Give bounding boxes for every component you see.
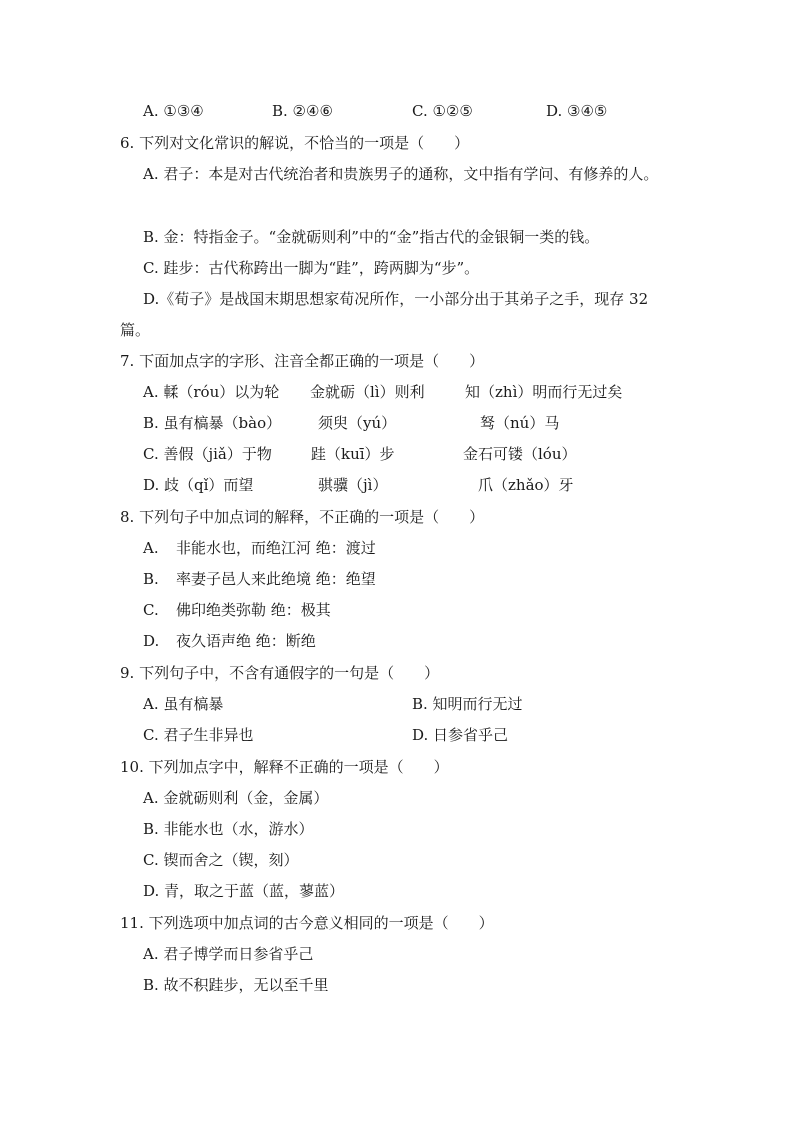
q8-d-letter: D. [143, 632, 160, 650]
q7-c-part1: C. 善假（jiǎ）于物 [143, 445, 272, 463]
q7-b-part1: B. 虽有槁暴（bào） [143, 414, 282, 432]
q7-d-part1: D. 歧（qǐ）而望 [143, 476, 254, 494]
q8-b-letter: B. [143, 570, 159, 588]
q10-stem: 10. 下列加点字中，解释不正确的一项是（ ） [120, 758, 449, 776]
q7-option-d [143, 475, 683, 495]
q6-option-d-line1: D.《荀子》是战国末期思想家荀况所作，一小部分出于其弟子之手，现存 32 [143, 290, 649, 308]
q8-option-a [143, 538, 543, 558]
q7-a-part3: 知（zhì）明而行无过矣 [465, 383, 623, 401]
q6-option-b: B. 金：特指金子。“金就砺则利”中的“金”指古代的金银铜一类的钱。 [143, 228, 600, 246]
q7-a-part1: A. 輮（róu）以为轮 [143, 383, 280, 401]
q8-c-text: 佛印绝类弥勒 绝：极其 [176, 601, 331, 619]
q10-option-b: B. 非能水也（水，游水） [143, 820, 314, 838]
q8-a-letter: A. [143, 539, 159, 557]
q5-option-b: B. ②④⑥ [272, 102, 333, 120]
q7-d-part2: 骐骥（jì） [318, 476, 388, 494]
q10-option-d: D. 青，取之于蓝（蓝，蓼蓝） [143, 882, 345, 900]
q6-option-d-line2: 篇。 [120, 321, 151, 339]
q5-option-d: D. ③④⑤ [546, 102, 608, 120]
q11-option-a: A. 君子博学而日参省乎己 [143, 945, 314, 963]
q7-d-part3: 爪（zhǎo）牙 [478, 476, 574, 494]
q7-stem: 7. 下面加点字的字形、注音全都正确的一项是（ ） [120, 352, 485, 370]
q8-a-text: 非能水也，而绝江河 绝：渡过 [176, 539, 376, 557]
q7-option-b [143, 413, 683, 433]
q9-option-d: D. 日参省乎己 [412, 726, 509, 744]
q6-option-c: C. 跬步：古代称跨出一脚为“跬”，跨两脚为“步”。 [143, 259, 480, 277]
q9-option-b: B. 知明而行无过 [412, 695, 523, 713]
q7-a-part2: 金就砺（lì）则利 [310, 383, 425, 401]
q7-b-part2: 须臾（yú） [318, 414, 397, 432]
q9-stem: 9. 下列句子中，不含有通假字的一句是（ ） [120, 664, 440, 682]
q8-c-letter: C. [143, 601, 159, 619]
q7-c-part3: 金石可镂（lóu） [463, 445, 577, 463]
q8-b-text: 率妻子邑人来此绝境 绝：绝望 [176, 570, 376, 588]
q10-option-a: A. 金就砺则利（金，金属） [143, 789, 329, 807]
q6-option-a: A. 君子：本是对古代统治者和贵族男子的通称，文中指有学问、有修养的人。 [143, 165, 659, 183]
q10-option-c: C. 锲而舍之（锲，刻） [143, 851, 299, 869]
q7-option-c [143, 444, 683, 464]
q8-stem: 8. 下列句子中加点词的解释，不正确的一项是（ ） [120, 508, 485, 526]
q5-option-a: A. ①③④ [143, 102, 204, 120]
q9-option-c: C. 君子生非异也 [143, 726, 254, 744]
q8-option-b [143, 569, 543, 589]
q7-b-part3: 驽（nú）马 [480, 414, 560, 432]
q8-option-d [143, 631, 543, 651]
q9-option-a: A. 虽有槁暴 [143, 695, 224, 713]
q7-option-a [143, 382, 683, 402]
q7-c-part2: 跬（kuī）步 [311, 445, 395, 463]
q5-option-c: C. ①②⑤ [412, 102, 473, 120]
q6-stem: 6. 下列对文化常识的解说，不恰当的一项是（ ） [120, 134, 470, 152]
q11-stem: 11. 下列选项中加点词的古今意义相同的一项是（ ） [120, 914, 494, 932]
q8-option-c [143, 600, 543, 620]
q11-option-b: B. 故不积跬步，无以至千里 [143, 976, 329, 994]
q8-d-text: 夜久语声绝 绝：断绝 [176, 632, 316, 650]
